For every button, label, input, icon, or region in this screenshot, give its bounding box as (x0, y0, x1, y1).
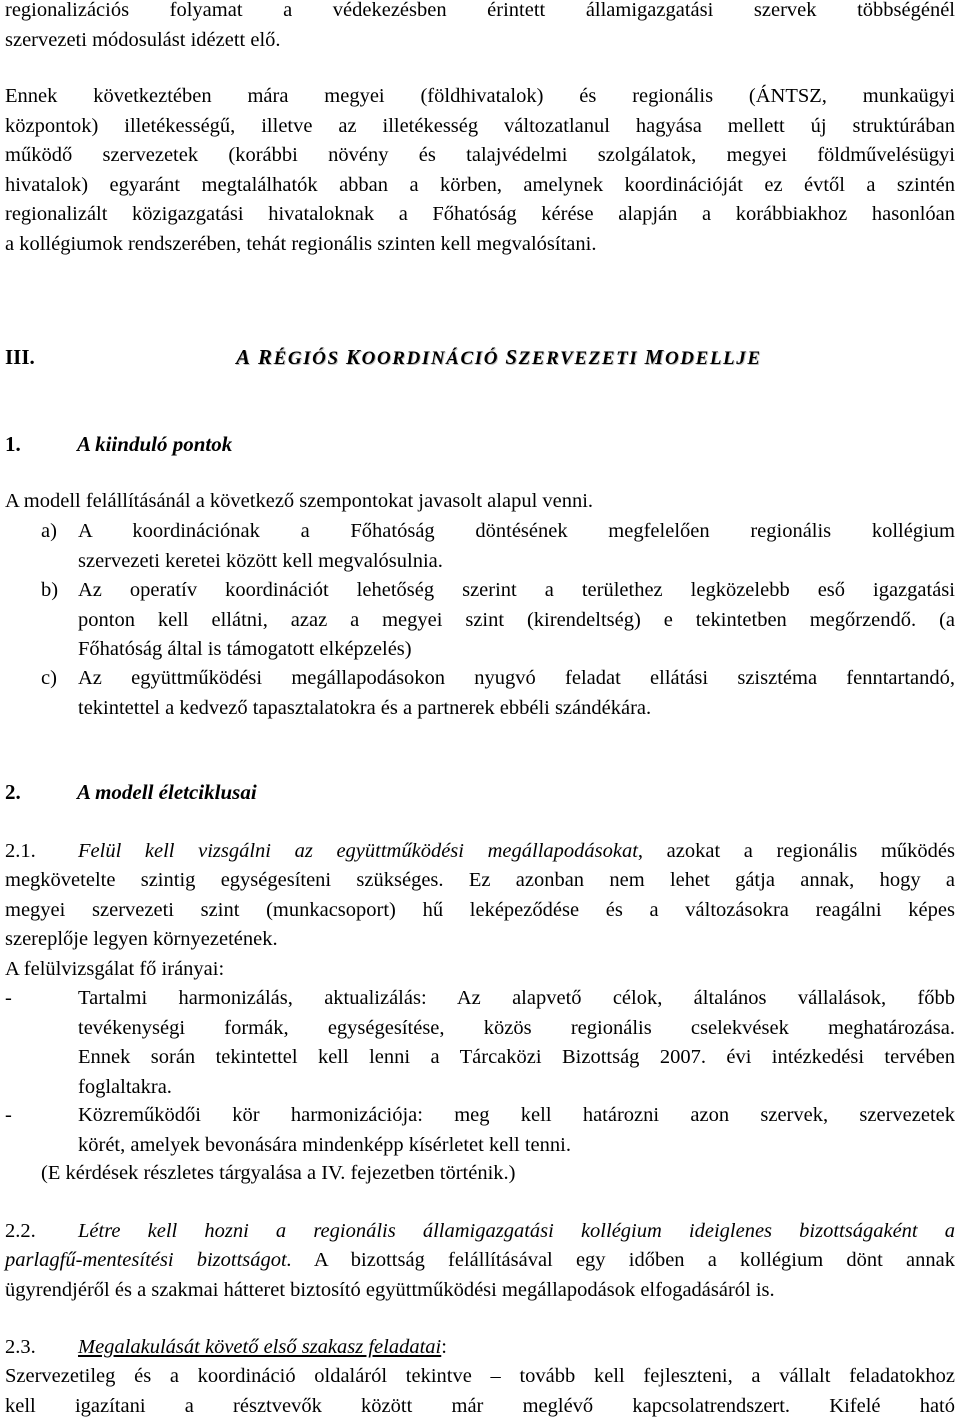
emphasis-text: Felül kell vizsgálni az együttműködési megállapodásokat (78, 840, 638, 862)
section-title: A modell életciklusai (77, 780, 257, 805)
list-marker: b) (41, 576, 58, 606)
text-line: regionalizációs folyamat a védekezésben érintett államigazgatási szervek többségénél (5, 0, 955, 26)
text-run: : (441, 1336, 447, 1358)
body-paragraph (5, 1246, 955, 1305)
text-line: (E kérdések részletes tárgyalása a IV. fejezetben történik.) (41, 1159, 955, 1189)
text-line (78, 837, 955, 867)
emphasis-text: Létre kell hozni a regionális államigazgatási kollégium ideiglenes bizottságaként a (78, 1217, 955, 1247)
subsection-number: 2.2. (5, 1217, 36, 1247)
note-paragraph (41, 1159, 955, 1189)
chapter-title: A RÉGIÓS KOORDINÁCIÓ SZERVEZETI MODELLJE (236, 345, 762, 370)
text-line: hivatalok) egyaránt megtalálhatók abban a körben, amelynek koordinációját ez évtől a szintén (5, 171, 955, 201)
bullet-text (78, 984, 955, 1102)
text-line: Főhatóság által is támogatott elképzelés) (78, 635, 955, 665)
text-line: szereplője legyen környezetének. (5, 925, 955, 955)
list-marker: c) (41, 664, 57, 694)
text-run: , azokat a regionális működés (638, 840, 955, 862)
text-line: Az együttműködési megállapodásokon nyugvó feladat ellátási szisztéma fenntartandó, (78, 664, 955, 694)
text-line: tevékenységi formák, egységesítése, közös regionális cselekvések meghatározása. (78, 1014, 955, 1044)
bullet-marker: - (5, 1101, 12, 1131)
subsection-first-line (78, 837, 955, 867)
text-line: Tartalmi harmonizálás, aktualizálás: Az alapvető célok, általános vállalások, főbb (78, 984, 955, 1014)
text-line: működő szervezetek (korábbi növény és talajvédelmi szolgálatok, megyei földművelésügyi (5, 141, 955, 171)
text-line: Szervezetileg és a koordináció oldaláról tekintve – tovább kell fejleszteni, a vállalt feladatokhoz (5, 1362, 955, 1392)
text-line: regionalizált közigazgatási hivataloknak a Főhatóság kérése alapján a korábbiakhoz hasonlóan (5, 200, 955, 230)
chapter-number: III. (5, 345, 35, 370)
text-line: Ennek során tekintettel kell lenni a Tárcaközi Bizottság 2007. évi intézkedési tervében (78, 1043, 955, 1073)
text-line: kell igazítani a résztvevők között már meglévő kapcsolatrendszert. Kifelé ható (5, 1392, 955, 1421)
review-label: A felülvizsgálat fő irányai: (5, 955, 955, 985)
subsection-title-line (78, 1333, 955, 1363)
section-number: 2. (5, 780, 21, 805)
body-paragraph (5, 866, 955, 984)
section-number: 1. (5, 432, 21, 457)
text-line (5, 1246, 955, 1276)
subsection-number: 2.1. (5, 837, 36, 867)
list-item-text (78, 517, 955, 576)
text-line: tekintettel a kedvező tapasztalatokra és a partnerek ebbéli szándékára. (78, 694, 955, 724)
section-title: A kiinduló pontok (77, 432, 232, 457)
text-line: ügyrendjéről és a szakmai hátteret biztosító együttműködési megállapodások elfogadásáról is. (5, 1276, 955, 1306)
text-line: Közreműködői kör harmonizációja: meg kell határozni azon szervek, szervezetek (78, 1101, 955, 1131)
text-line: A koordinációnak a Főhatóság döntésének megfelelően regionális kollégium (78, 517, 955, 547)
subsection-title: Megalakulását követő első szakasz feladatai (78, 1336, 441, 1358)
section-lead (5, 487, 955, 517)
text-line: A modell felállításánál a következő szempontokat javasolt alapul venni. (5, 487, 955, 517)
text-line: megyei szervezeti szint (munkacsoport) hű leképeződése és a változásokra reagálni képes (5, 896, 955, 926)
body-paragraph (5, 82, 955, 259)
emphasis-text: parlagfű-mentesítési bizottságot. (5, 1249, 292, 1271)
subsection-first-line (78, 1217, 955, 1247)
text-line: foglaltakra. (78, 1073, 955, 1103)
text-line: Ennek következtében mára megyei (földhivatalok) és regionális (ÁNTSZ, munkaügyi (5, 82, 955, 112)
list-item-text (78, 576, 955, 665)
bullet-text (78, 1101, 955, 1160)
text-line: szervezeti keretei között kell megvalósulnia. (78, 547, 955, 577)
text-line: a kollégiumok rendszerében, tehát regionális szinten kell megvalósítani. (5, 230, 955, 260)
text-line (78, 1333, 955, 1363)
text-line: megkövetelte szintig egységesíteni szükséges. Ez azonban nem lehet gátja annak, hogy a (5, 866, 955, 896)
list-marker: a) (41, 517, 57, 547)
text-line: ponton kell ellátni, azaz a megyei szint (kirendeltség) e tekintetben megőrzendő. (a (78, 606, 955, 636)
intro-paragraph (5, 0, 955, 55)
text-line: központok) illetékességű, illetve az illetékesség változatlanul hagyása mellett új struktúrában (5, 112, 955, 142)
body-paragraph (5, 1362, 955, 1421)
text-line: Az operatív koordinációt lehetőség szerint a területhez legközelebb eső igazgatási (78, 576, 955, 606)
text-line: körét, amelyek bevonására mindenképp kísérletet kell tenni. (78, 1131, 955, 1161)
list-item-text (78, 664, 955, 723)
bullet-marker: - (5, 984, 12, 1014)
subsection-number: 2.3. (5, 1333, 36, 1363)
text-line: szervezeti módosulást idézett elő. (5, 26, 955, 56)
text-run: A bizottság felállításával egy időben a kollégium dönt annak (292, 1249, 955, 1271)
